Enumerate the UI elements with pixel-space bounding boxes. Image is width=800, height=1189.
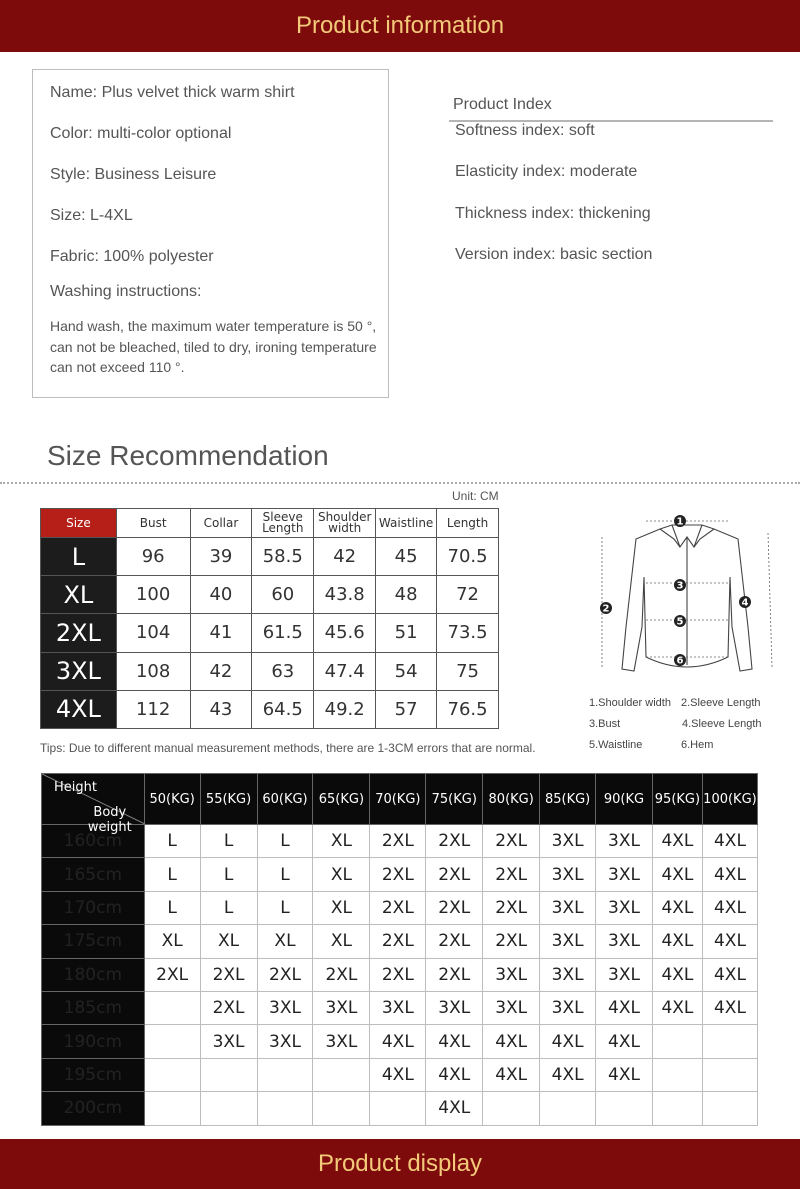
sleeve-length-column-header: Sleeve Length — [252, 509, 314, 538]
recommended-size-cell: 4XL — [702, 858, 757, 891]
marker-5-label: 5 — [676, 616, 684, 628]
bust-column-header: Bust — [116, 509, 190, 538]
size-value-cell: 100 — [116, 576, 190, 614]
recommended-size-cell: 2XL — [426, 925, 483, 958]
size-chart-row — [41, 538, 499, 576]
recommended-size-cell — [596, 1092, 653, 1125]
recommended-size-cell: 4XL — [596, 1025, 653, 1058]
recommended-size-cell: 3XL — [370, 991, 426, 1024]
recommended-size-cell: 4XL — [652, 925, 702, 958]
info-color: Color: multi-color optional — [50, 125, 232, 142]
height-weight-header-row — [42, 774, 758, 825]
size-value-cell: 96 — [116, 538, 190, 576]
recommended-size-cell: 2XL — [483, 891, 540, 924]
recommended-size-cell: L — [200, 891, 257, 924]
height-row — [42, 825, 758, 858]
weight-column-header: 65(KG) — [313, 774, 370, 825]
recommended-size-cell: 2XL — [370, 825, 426, 858]
size-recommendation-title: Size Recommendation — [47, 440, 329, 471]
size-value-cell: 41 — [190, 614, 252, 652]
recommended-size-cell: L — [200, 858, 257, 891]
recommended-size-cell: 4XL — [426, 1092, 483, 1125]
height-label-cell: 170cm — [42, 891, 145, 924]
size-label-cell: XL — [41, 576, 117, 614]
recommended-size-cell: 2XL — [426, 858, 483, 891]
recommended-size-cell: 4XL — [540, 1025, 596, 1058]
recommended-size-cell — [200, 1092, 257, 1125]
recommended-size-cell: L — [144, 891, 200, 924]
size-value-cell: 104 — [116, 614, 190, 652]
legend-shoulder-width: 1.Shoulder width — [589, 697, 671, 709]
size-value-cell: 48 — [376, 576, 437, 614]
size-value-cell: 45.6 — [314, 614, 376, 652]
size-value-cell: 40 — [190, 576, 252, 614]
recommended-size-cell: 3XL — [540, 858, 596, 891]
size-value-cell: 54 — [376, 652, 437, 690]
recommended-size-cell: 2XL — [144, 958, 200, 991]
height-weight-corner — [42, 774, 145, 835]
recommended-size-cell: 3XL — [596, 925, 653, 958]
height-row — [42, 1092, 758, 1125]
recommended-size-cell: 4XL — [702, 958, 757, 991]
marker-6-label: 6 — [676, 655, 684, 667]
recommended-size-cell — [702, 1025, 757, 1058]
size-column-header: Size — [41, 509, 117, 538]
recommended-size-cell: 4XL — [540, 1058, 596, 1091]
size-value-cell: 49.2 — [314, 690, 376, 728]
weight-column-header: 90(KG — [596, 774, 653, 825]
product-display-banner — [0, 1139, 800, 1189]
size-value-cell: 73.5 — [437, 614, 499, 652]
recommended-size-cell: XL — [200, 925, 257, 958]
banner-title: Product display — [317, 1150, 483, 1177]
size-value-cell: 39 — [190, 538, 252, 576]
weight-column-header: 50(KG) — [144, 774, 200, 825]
measurement-tips: Tips: Due to different manual measurement methods, there are 1-3CM errors that are normal. — [40, 741, 536, 755]
recommended-size-cell: 3XL — [313, 1025, 370, 1058]
recommended-size-cell: 3XL — [596, 891, 653, 924]
size-value-cell: 43.8 — [314, 576, 376, 614]
recommended-size-cell: 4XL — [652, 825, 702, 858]
recommended-size-cell: 3XL — [540, 958, 596, 991]
recommended-size-cell: 4XL — [652, 858, 702, 891]
recommended-size-cell: 4XL — [370, 1058, 426, 1091]
index-thickness: Thickness index: thickening — [455, 204, 651, 222]
corner-height-label: Height — [54, 780, 97, 795]
recommended-size-cell: 2XL — [370, 891, 426, 924]
info-style: Style: Business Leisure — [50, 166, 217, 183]
recommended-size-cell: 4XL — [652, 958, 702, 991]
recommended-size-cell: L — [144, 858, 200, 891]
size-chart-row — [41, 690, 499, 728]
size-value-cell: 70.5 — [437, 538, 499, 576]
recommended-size-cell — [483, 1092, 540, 1125]
recommended-size-cell — [144, 1058, 200, 1091]
unit-label: Unit: CM — [452, 489, 499, 503]
recommended-size-cell: 3XL — [483, 958, 540, 991]
recommended-size-cell — [702, 1058, 757, 1091]
height-label-cell: 165cm — [42, 858, 145, 891]
legend-hem: 6.Hem — [681, 739, 714, 751]
recommended-size-cell: 2XL — [426, 891, 483, 924]
recommended-size-cell: 4XL — [596, 991, 653, 1024]
recommended-size-cell: 3XL — [257, 1025, 313, 1058]
waistline-column-header: Waistline — [376, 509, 437, 538]
legend-sleeve-length: 2.Sleeve Length — [681, 697, 761, 709]
recommended-size-cell — [313, 1092, 370, 1125]
recommended-size-cell — [144, 991, 200, 1024]
product-info-box — [32, 69, 389, 398]
recommended-size-cell — [652, 1058, 702, 1091]
weight-column-header: 85(KG) — [540, 774, 596, 825]
recommended-size-cell: 3XL — [540, 825, 596, 858]
size-chart-header-row — [41, 509, 499, 538]
recommended-size-cell: XL — [313, 891, 370, 924]
size-chart-table — [40, 508, 499, 729]
recommended-size-cell: 4XL — [483, 1025, 540, 1058]
recommended-size-cell: 4XL — [483, 1058, 540, 1091]
size-value-cell: 108 — [116, 652, 190, 690]
recommended-size-cell: 2XL — [483, 925, 540, 958]
height-weight-table — [41, 773, 758, 1126]
height-label-cell: 190cm — [42, 1025, 145, 1058]
info-fabric: Fabric: 100% polyester — [50, 248, 214, 265]
marker-3-label: 3 — [676, 580, 684, 592]
size-value-cell: 51 — [376, 614, 437, 652]
recommended-size-cell — [257, 1058, 313, 1091]
recommended-size-cell: 2XL — [370, 925, 426, 958]
recommended-size-cell: 2XL — [200, 958, 257, 991]
shirt-measurement-diagram — [590, 507, 790, 687]
recommended-size-cell: 3XL — [596, 825, 653, 858]
recommended-size-cell: 2XL — [313, 958, 370, 991]
height-label-cell: 180cm — [42, 958, 145, 991]
recommended-size-cell — [257, 1092, 313, 1125]
product-index — [449, 96, 773, 287]
recommended-size-cell: 3XL — [257, 991, 313, 1024]
recommended-size-cell: 3XL — [200, 1025, 257, 1058]
recommended-size-cell: L — [257, 858, 313, 891]
height-row — [42, 958, 758, 991]
product-index-title: Product Index — [449, 96, 773, 122]
size-label-cell: 2XL — [41, 614, 117, 652]
marker-4-label: 4 — [741, 597, 749, 609]
banner-title: Product information — [295, 12, 505, 39]
recommended-size-cell: 2XL — [483, 825, 540, 858]
weight-column-header: 95(KG) — [652, 774, 702, 825]
size-label-cell: 4XL — [41, 690, 117, 728]
height-label-cell: 175cm — [42, 925, 145, 958]
recommended-size-cell: XL — [257, 925, 313, 958]
recommended-size-cell: 4XL — [702, 891, 757, 924]
weight-column-header: 70(KG) — [370, 774, 426, 825]
recommended-size-cell: 3XL — [540, 925, 596, 958]
size-value-cell: 75 — [437, 652, 499, 690]
recommended-size-cell — [652, 1092, 702, 1125]
height-row — [42, 891, 758, 924]
recommended-size-cell: 3XL — [596, 958, 653, 991]
recommended-size-cell: 3XL — [540, 991, 596, 1024]
height-label-cell: 195cm — [42, 1058, 145, 1091]
info-size: Size: L-4XL — [50, 207, 133, 224]
recommended-size-cell: 4XL — [426, 1058, 483, 1091]
recommended-size-cell: L — [257, 891, 313, 924]
size-value-cell: 112 — [116, 690, 190, 728]
recommended-size-cell: 4XL — [652, 891, 702, 924]
recommended-size-cell: L — [257, 825, 313, 858]
weight-column-header: 55(KG) — [200, 774, 257, 825]
size-value-cell: 58.5 — [252, 538, 314, 576]
recommended-size-cell: 4XL — [426, 1025, 483, 1058]
recommended-size-cell: 3XL — [540, 891, 596, 924]
index-elasticity: Elasticity index: moderate — [455, 163, 638, 181]
height-row — [42, 991, 758, 1024]
shoulder-width-column-header: Shoulder width — [314, 509, 376, 538]
size-chart-row — [41, 614, 499, 652]
recommended-size-cell: 4XL — [596, 1058, 653, 1091]
length-column-header: Length — [437, 509, 499, 538]
recommended-size-cell — [144, 1092, 200, 1125]
recommended-size-cell: 2XL — [370, 958, 426, 991]
recommended-size-cell: XL — [313, 925, 370, 958]
dotted-divider — [0, 482, 800, 484]
weight-column-header: 80(KG) — [483, 774, 540, 825]
index-version: Version index: basic section — [455, 245, 653, 263]
product-information-banner — [0, 0, 800, 52]
recommended-size-cell — [540, 1092, 596, 1125]
recommended-size-cell — [144, 1025, 200, 1058]
size-value-cell: 60 — [252, 576, 314, 614]
info-washing-text: Hand wash, the maximum water temperature is 50 °, can not be bleached, tiled to dry, ironing temperature can not exceed 110 °. — [50, 318, 377, 375]
height-label-cell: 160cm — [42, 825, 145, 858]
size-chart-row — [41, 652, 499, 690]
height-label-cell: 185cm — [42, 991, 145, 1024]
weight-column-header: 75(KG) — [426, 774, 483, 825]
collar-column-header: Collar — [190, 509, 252, 538]
diagram-legend — [589, 697, 799, 760]
recommended-size-cell: 3XL — [596, 858, 653, 891]
marker-1-label: 1 — [676, 516, 684, 528]
recommended-size-cell — [313, 1058, 370, 1091]
size-value-cell: 45 — [376, 538, 437, 576]
recommended-size-cell — [200, 1058, 257, 1091]
size-chart-row — [41, 576, 499, 614]
recommended-size-cell: XL — [313, 858, 370, 891]
recommended-size-cell: 4XL — [652, 991, 702, 1024]
size-value-cell: 57 — [376, 690, 437, 728]
corner-weight-label: Body weight — [87, 805, 132, 835]
size-label-cell: L — [41, 538, 117, 576]
recommended-size-cell — [652, 1025, 702, 1058]
size-value-cell: 42 — [190, 652, 252, 690]
size-value-cell: 61.5 — [252, 614, 314, 652]
recommended-size-cell: 2XL — [200, 991, 257, 1024]
recommended-size-cell: 4XL — [702, 825, 757, 858]
recommended-size-cell: 2XL — [426, 958, 483, 991]
size-label-cell: 3XL — [41, 652, 117, 690]
height-row — [42, 925, 758, 958]
recommended-size-cell: 3XL — [483, 991, 540, 1024]
recommended-size-cell — [702, 1092, 757, 1125]
size-value-cell: 43 — [190, 690, 252, 728]
recommended-size-cell — [370, 1092, 426, 1125]
weight-column-header: 100(KG) — [702, 774, 757, 825]
recommended-size-cell: 3XL — [426, 991, 483, 1024]
size-value-cell: 47.4 — [314, 652, 376, 690]
recommended-size-cell: 2XL — [370, 858, 426, 891]
recommended-size-cell: 2XL — [483, 858, 540, 891]
height-row — [42, 858, 758, 891]
recommended-size-cell: 3XL — [313, 991, 370, 1024]
height-label-cell: 200cm — [42, 1092, 145, 1125]
info-name: Name: Plus velvet thick warm shirt — [50, 84, 295, 101]
size-value-cell: 72 — [437, 576, 499, 614]
recommended-size-cell: 4XL — [702, 991, 757, 1024]
info-washing-title: Washing instructions: — [50, 283, 202, 300]
recommended-size-cell: 4XL — [370, 1025, 426, 1058]
recommended-size-cell: 4XL — [702, 925, 757, 958]
legend-waistline: 5.Waistline — [589, 739, 643, 751]
size-value-cell: 42 — [314, 538, 376, 576]
recommended-size-cell: L — [144, 825, 200, 858]
size-value-cell: 64.5 — [252, 690, 314, 728]
weight-column-header: 60(KG) — [257, 774, 313, 825]
marker-2-label: 2 — [602, 603, 610, 615]
recommended-size-cell: XL — [313, 825, 370, 858]
size-value-cell: 63 — [252, 652, 314, 690]
legend-sleeve-length-2: 4.Sleeve Length — [682, 718, 762, 730]
recommended-size-cell: 2XL — [426, 825, 483, 858]
height-row — [42, 1025, 758, 1058]
legend-bust: 3.Bust — [589, 718, 621, 730]
recommended-size-cell: L — [200, 825, 257, 858]
recommended-size-cell: XL — [144, 925, 200, 958]
size-value-cell: 76.5 — [437, 690, 499, 728]
height-row — [42, 1058, 758, 1091]
index-softness: Softness index: soft — [455, 122, 595, 139]
recommended-size-cell: 2XL — [257, 958, 313, 991]
